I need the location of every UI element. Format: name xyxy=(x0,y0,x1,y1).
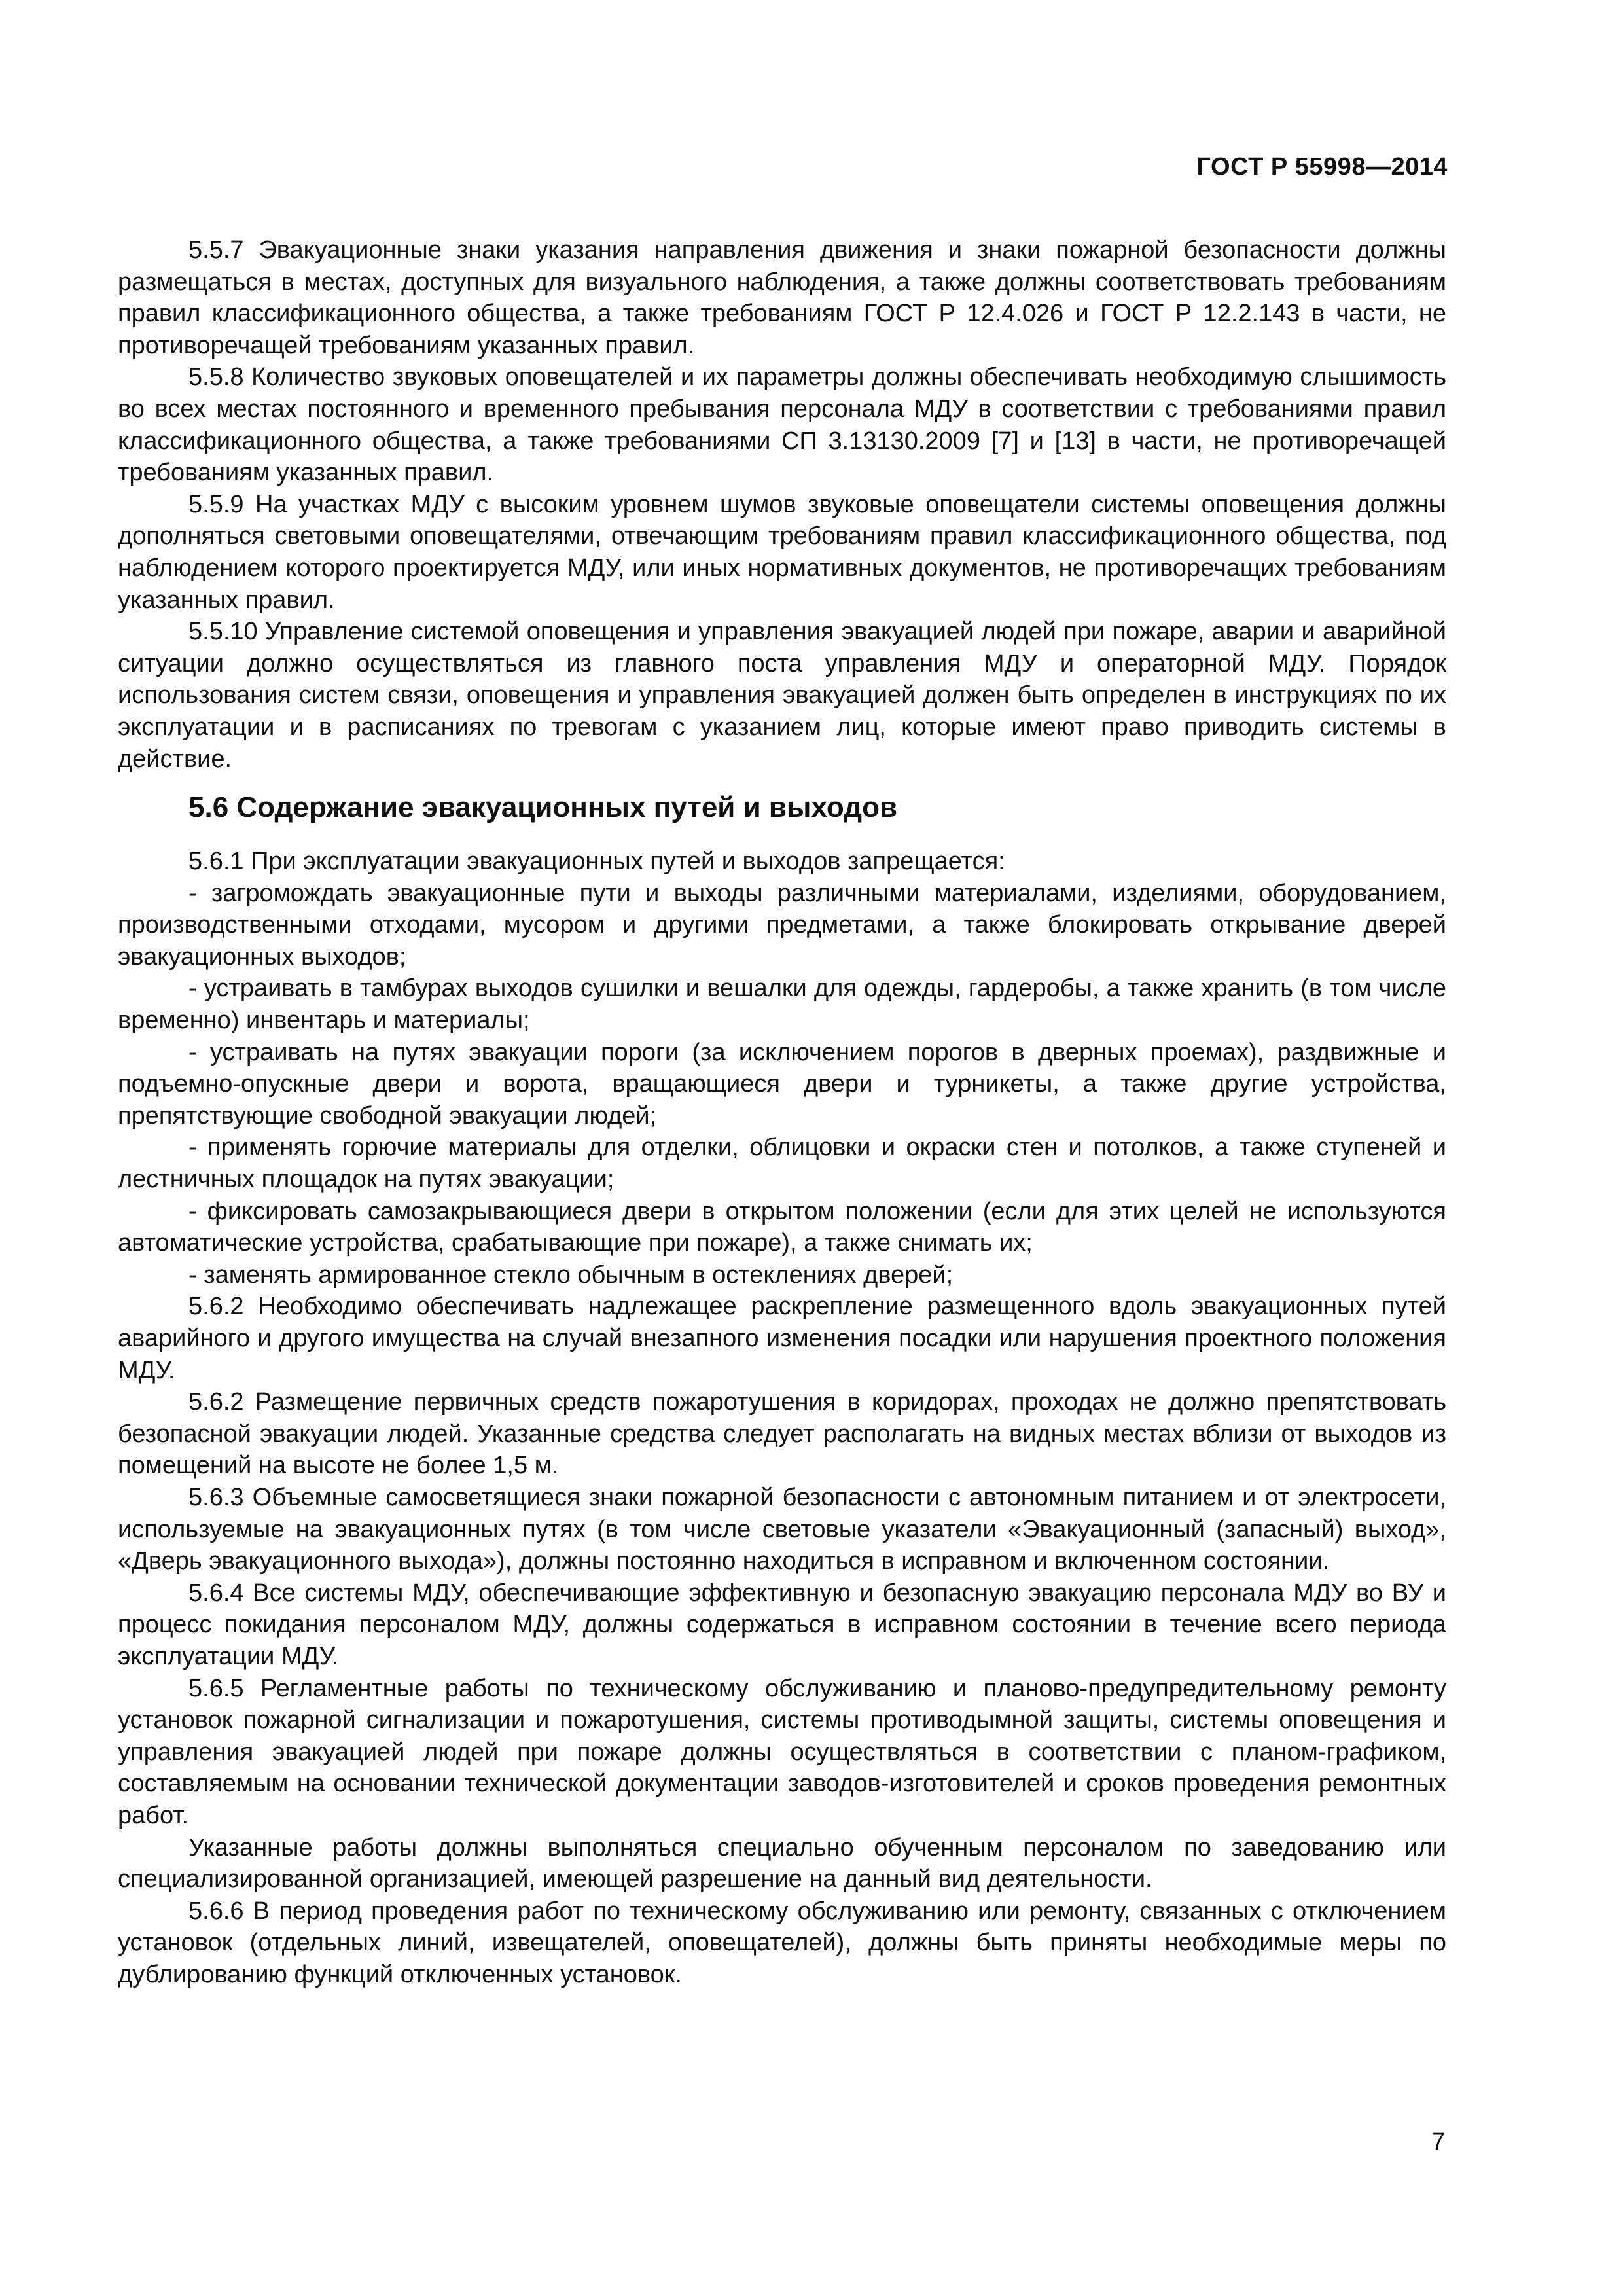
paragraphs-before-heading xyxy=(118,234,1446,775)
paragraph-5-6-2b: 5.6.2 Размещение первичных средств пожаротушения в коридорах, проходах не должно препятствовать безопасной эвакуации людей. Указанные средства следует располагать на видных местах вблизи от выходов из помещений на высоте не более 1,5 м. xyxy=(118,1388,1446,1480)
paragraph-5-5-10: 5.5.10 Управление системой оповещения и управления эвакуацией людей при пожаре, аварии и аварийной ситуации должно осуществляться из главного поста управления МДУ и операторной МДУ. Порядок использования систем связи, оповещения и управления эвакуацией должен быть определен в инструкциях по их эксплуатации и в расписаниях по тревогам с указанием лиц, которые имеют право приводить системы в действие. xyxy=(118,618,1446,773)
paragraph-5-6-4: 5.6.4 Все системы МДУ, обеспечивающие эффективную и безопасную эвакуацию персонала МДУ во ВУ и процесс покидания персоналом МДУ, должны содержаться в исправном состоянии в течение всего периода эксплуатации МДУ. xyxy=(118,1579,1446,1670)
document-code-header: ГОСТ Р 55998—2014 xyxy=(1196,153,1448,181)
section-heading: 5.6 Содержание эвакуационных путей и выходов xyxy=(188,791,898,824)
paragraph-5-5-7: 5.5.7 Эвакуационные знаки указания направления движения и знаки пожарной безопасности должны размещаться в местах, доступных для визуального наблюдения, а также должны соответствовать требованиям правил классификационного общества, а также требованиям ГОСТ Р 12.4.026 и ГОСТ Р 12.2.143 в части, не противоречащей требованиям указанных правил. xyxy=(118,236,1446,359)
paragraph-5-6-3: 5.6.3 Объемные самосветящиеся знаки пожарной безопасности с автономным питанием и от электросети, используемые на эвакуационных путях (в том числе световые указатели «Эвакуационный (запасный) выход», «Дверь эвакуационного выхода»), должны постоянно находиться в исправном и включенном состоянии. xyxy=(118,1483,1446,1575)
list-item-materials: - применять горючие материалы для отделки, облицовки и окраски стен и потолков, а также ступеней и лестничных площадок на путях эвакуации; xyxy=(118,1134,1446,1194)
paragraph-5-6-6: 5.6.6 В период проведения работ по техническому обслуживанию или ремонту, связанных с отключением установок (отдельных линий, извещателей, оповещателей), должны быть приняты необходимые меры по дублированию функций отключенных установок. xyxy=(118,1897,1446,1988)
paragraph-5-6-1: 5.6.1 При эксплуатации эвакуационных путей и выходов запрещается: xyxy=(188,848,1005,876)
list-item-thresholds: - устраивать на путях эвакуации пороги (за исключением порогов в дверных проемах), раздвижные и подъемно-опускные двери и ворота, вращающиеся двери и турникеты, а также другие устройства, препятствующие свободной эвакуации людей; xyxy=(118,1038,1446,1130)
paragraph-5-5-9: 5.5.9 На участках МДУ с высоким уровнем шумов звуковые оповещатели системы оповещения должны дополняться световыми оповещателями, отвечающим требованиям правил классификационного общества, под наблюдением которого проектируется МДУ, или иных нормативных документов, не противоречащих требованиям указанных правил. xyxy=(118,490,1446,614)
paragraph-5-5-8: 5.5.8 Количество звуковых оповещателей и их параметры должны обеспечивать необходимую слышимость во всех местах постоянного и временного пребывания персонала МДУ в соответствии с требованиями правил классификационного общества, а также требованиями СП 3.13130.2009 [7] и [13] в части, не противоречащей требованиям указанных правил. xyxy=(118,363,1446,487)
paragraph-works-note: Указанные работы должны выполняться специально обученным персоналом по заведованию или специализированной организацией, имеющей разрешение на данный вид деятельности. xyxy=(118,1833,1446,1893)
page-number: 7 xyxy=(1431,2128,1445,2156)
list-item-glass: - заменять армированное стекло обычным в остеклениях дверей; xyxy=(188,1261,954,1289)
paragraphs-after-heading xyxy=(118,846,1446,1990)
list-item-doors: - фиксировать самозакрывающиеся двери в открытом положении (если для этих целей не используются автоматические устройства, срабатывающие при пожаре), а также снимать их; xyxy=(118,1197,1446,1257)
paragraph-5-6-2a: 5.6.2 Необходимо обеспечивать надлежащее раскрепление размещенного вдоль эвакуационных путей аварийного и другого имущества на случай внезапного изменения посадки или нарушения проектного положения МДУ. xyxy=(118,1293,1446,1384)
list-item-vestibules: - устраивать в тамбурах выходов сушилки и вешалки для одежды, гардеробы, а также хранить (в том числе временно) инвентарь и материалы; xyxy=(118,975,1446,1035)
document-body xyxy=(118,234,1446,1990)
paragraph-5-6-5: 5.6.5 Регламентные работы по техническому обслуживанию и планово-предупредительному ремонту установок пожарной сигнализации и пожаротушения, системы противодымной защиты, системы оповещения и управления эвакуацией людей при пожаре должны осуществляться в соответствии с планом-графиком, составляемым на основании технической документации заводов-изготовителей и сроков проведения ремонтных работ. xyxy=(118,1674,1446,1829)
list-item-clutter: - загромождать эвакуационные пути и выходы различными материалами, изделиями, оборудованием, производственными отходами, мусором и другими предметами, а также блокировать открывание дверей эвакуационных выходов; xyxy=(118,879,1446,971)
